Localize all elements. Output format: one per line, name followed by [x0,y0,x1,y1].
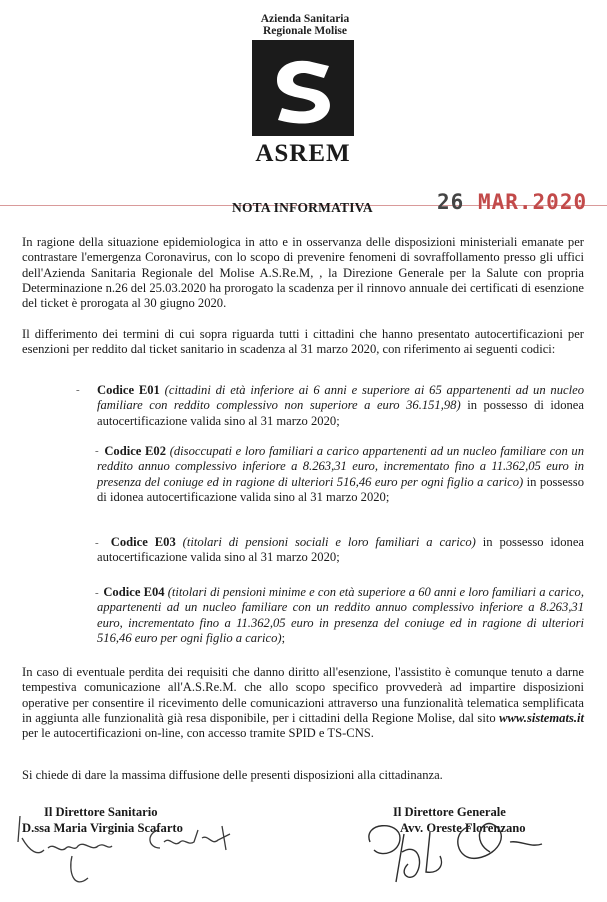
paragraph-requirements [22,665,584,741]
signatory-left-title: Il Direttore Sanitario [44,805,158,819]
bullet-dash: - [95,587,99,599]
paragraph-text: In caso di eventuale perdita dei requisiti che danno diritto all'esenzione, l'assistito è comunque tenuto a darne tempestiva comunicazione all'A.S.Re.M. che allo scopo specifico provvederà ad impartire disposizioni operative per consentire il ricevimento delle comunicazioni attraverso una funzionalità telematica semplificata in aggiunta alle funzionalità già resa disponibile, per i cittadini della Regione Molise, dal sito [22,665,584,725]
stamp-month: MAR. [477,190,533,214]
document-title: NOTA INFORMATIVA [232,200,373,215]
date-stamp [437,190,587,214]
exemption-item-e02 [97,444,584,505]
stamp-year: 2020 [532,190,588,214]
code-detail: (titolari di pensioni minime e con età superiore a 60 anni e loro familiari a carico, appartenenti ad un nucleo familiare con un reddito annuo complessivo inferiore a 8.263,31 euro, incrementato fino a 11.362,05 euro in presenza del coniuge ed in ragione di ulteriori 516,46 euro per ogni figlio a carico) [97,585,584,645]
bullet-dash: - [76,384,80,396]
signatory-left-name: D.ssa Maria Virginia Scafarto [22,821,183,835]
paragraph-text: per le autocertificazioni on-line, con accesso tramite SPID e TS-CNS. [22,726,374,741]
signatory-right-name: Avv. Oreste Florenzano [400,821,526,835]
code-detail: (cittadini di età inferiore ai 6 anni e superiore ai 65 appartenenti ad un nucleo familiare con reddito complessivo non superiore a euro 36.151,98) [97,383,584,413]
bullet-dash: - [95,445,99,457]
code-label: Codice E01 [97,383,160,397]
stamp-day: 26 [437,190,465,214]
paragraph-intro: In ragione della situazione epidemiologica in atto e in osservanza delle disposizioni ministeriali emanate per contrastare l'emergenza Coronavirus, con lo scopo di prevenire fenomeni di sovraffollamento presso gli uffici dell'Azienda Sanitaria Regionale del Molise A.S.Re.M, , la Direzione Generale per la Salute con propria Determinazione n.26 del 25.03.2020 ha prorogato la scadenza per il rinnovo annuale dei certificati di esenzione del ticket è prorogata al 30 giugno 2020. [22,235,584,311]
code-detail: (titolari di pensioni sociali e loro familiari a carico) [182,535,476,549]
code-tail: ; [281,630,286,645]
exemption-item-e01 [97,383,584,429]
code-tail: in possesso idonea autocertificazione valida sino al 31 marzo 2020; [97,535,584,565]
website-link[interactable]: www.sistemats.it [499,710,584,725]
handwritten-signature-left [8,812,258,902]
code-detail: (disoccupati e loro familiari a carico appartenenti ad un nucleo familiare con un reddito annuo complessivo inferiore a 8.263,31 euro, incrementato fino a 11.362,05 euro in presenza del coniuge ed in ragione di ulteriori 516,46 euro per ogni figlio a carico) [97,444,585,489]
bullet-dash: - [95,537,99,549]
code-tail: in possesso di idonea autocertificazione valida sino al 31 marzo 2020; [97,474,585,504]
exemption-item-e03 [97,535,584,566]
code-label: Codice E04 [103,585,165,599]
signatory-right-title: Il Direttore Generale [393,805,506,819]
org-name-line2: Regionale Molise [263,25,347,37]
code-label: Codice E02 [104,444,167,458]
handwritten-signature-right [360,812,560,892]
code-tail: in possesso di idonea autocertificazione valida sino al 31 marzo 2020; [97,398,584,428]
org-name-line1: Azienda Sanitaria [260,13,350,25]
asrem-logo [252,40,354,136]
logo-mark-icon [252,40,354,136]
exemption-item-e04 [97,585,584,646]
brand-wordmark: ASREM [255,140,351,167]
paragraph-closing: Si chiede di dare la massima diffusione delle presenti disposizioni alla cittadinanza. [22,768,443,782]
code-label: Codice E03 [110,535,176,549]
paragraph-scope: Il differimento dei termini di cui sopra riguarda tutti i cittadini che hanno presentato autocertificazioni per esenzioni per reddito dal ticket sanitario in scadenza al 31 marzo 2020, con riferimento ai seguenti codici: [22,327,584,357]
